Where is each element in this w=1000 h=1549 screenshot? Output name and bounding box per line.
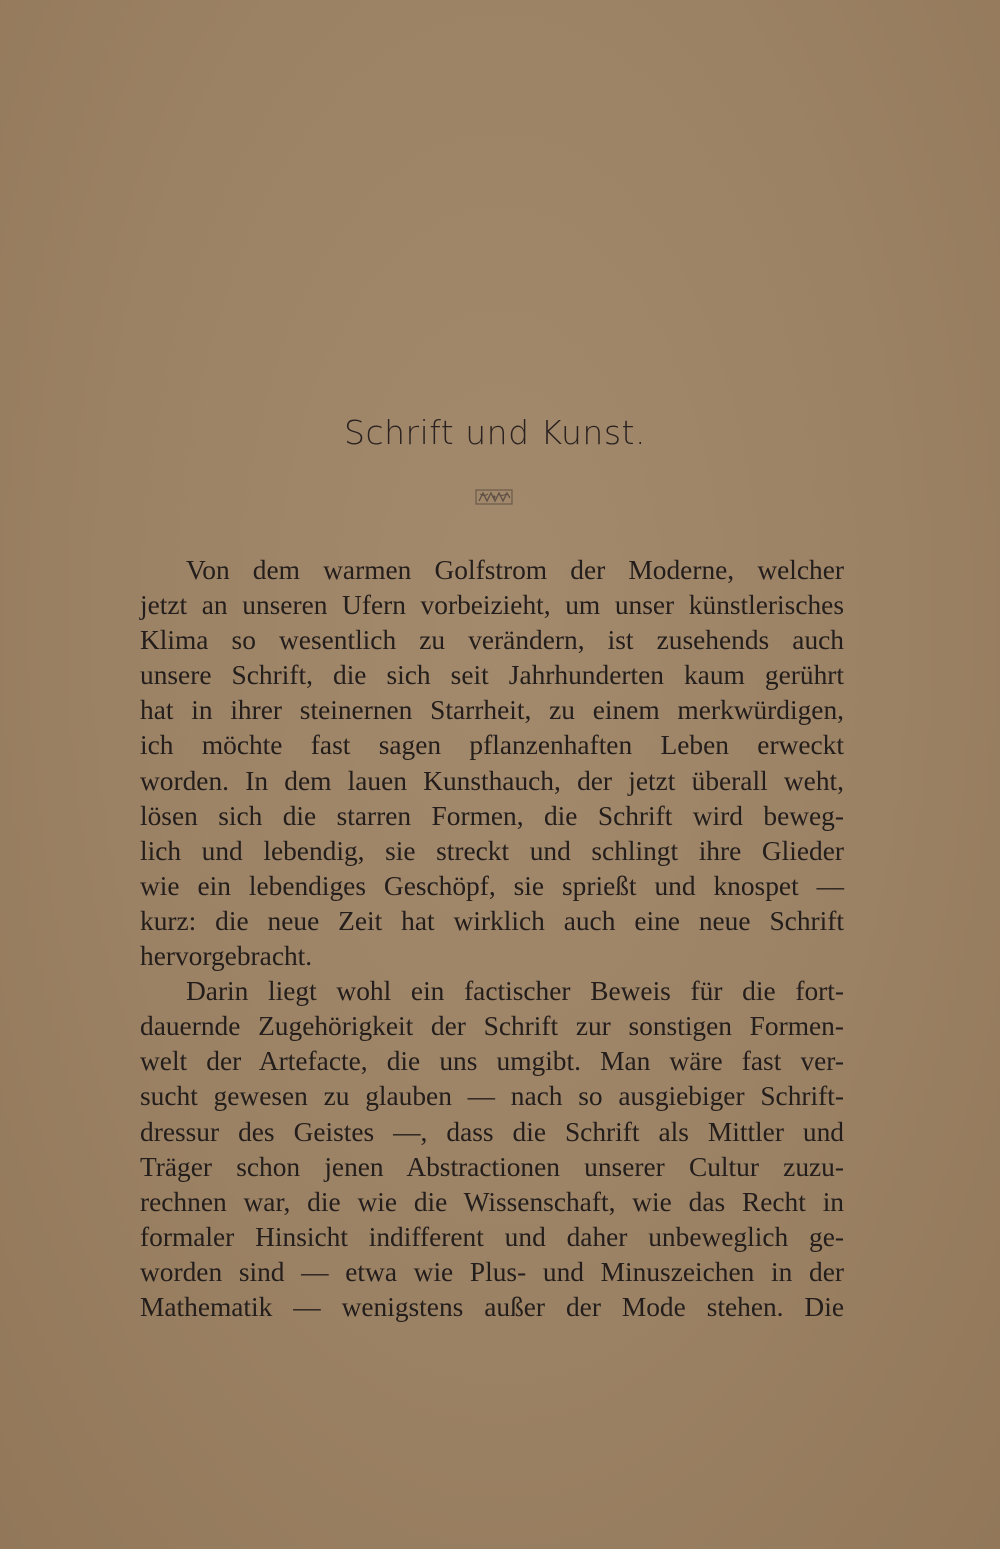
text-line: Von dem warmen Golfstrom der Moderne, welcher bbox=[186, 555, 844, 585]
body-text bbox=[140, 553, 844, 1325]
text-line: Darin liegt wohl ein factischer Beweis für die fort- bbox=[186, 976, 844, 1007]
text-line: ich möchte fast sagen pflanzenhaften Leben erweckt bbox=[140, 730, 844, 761]
text-line: formaler Hinsicht indifferent und daher unbeweglich ge- bbox=[140, 1221, 844, 1252]
text-line: jetzt an unseren Ufern vorbeizieht, um unser künstlerisches bbox=[140, 590, 844, 621]
text-line: worden. In dem lauen Kunsthauch, der jetzt überall weht, bbox=[140, 765, 844, 796]
text-line: worden sind — etwa wie Plus- und Minuszeichen in der bbox=[140, 1256, 844, 1287]
text-line: sucht gewesen zu glauben — nach so ausgiebiger Schrift- bbox=[140, 1081, 844, 1112]
text-line: lösen sich die starren Formen, die Schrift wird beweg- bbox=[140, 800, 844, 831]
text-line: unsere Schrift, die sich seit Jahrhunderten kaum gerührt bbox=[140, 660, 844, 691]
text-line: wie ein lebendiges Geschöpf, sie sprießt und knospet — bbox=[140, 870, 844, 901]
ornament-icon bbox=[474, 486, 514, 508]
text-line: dauernde Zugehörigkeit der Schrift zur sonstigen Formen- bbox=[140, 1011, 844, 1042]
text-line: Träger schon jenen Abstractionen unserer Cultur zuzu- bbox=[140, 1151, 844, 1182]
text-line: welt der Artefacte, die uns umgibt. Man wäre fast ver- bbox=[140, 1046, 844, 1077]
text-line: lich und lebendig, sie streckt und schlingt ihre Glieder bbox=[140, 835, 844, 866]
text-line: hervorgebracht. bbox=[140, 941, 313, 972]
text-line: dressur des Geistes —, dass die Schrift als Mittler und bbox=[140, 1116, 844, 1147]
text-line: rechnen war, die wie die Wissenschaft, wie das Recht in bbox=[140, 1186, 844, 1217]
text-line: kurz: die neue Zeit hat wirklich auch eine neue Schrift bbox=[140, 905, 844, 936]
text-line: Mathematik — wenigstens außer der Mode stehen. Die bbox=[140, 1291, 844, 1322]
text-line: hat in ihrer steinernen Starrheit, zu einem merkwürdigen, bbox=[140, 695, 844, 726]
text-line: Klima so wesentlich zu verändern, ist zusehends auch bbox=[140, 625, 844, 656]
chapter-title: Schrift und Kunst. bbox=[344, 413, 646, 452]
